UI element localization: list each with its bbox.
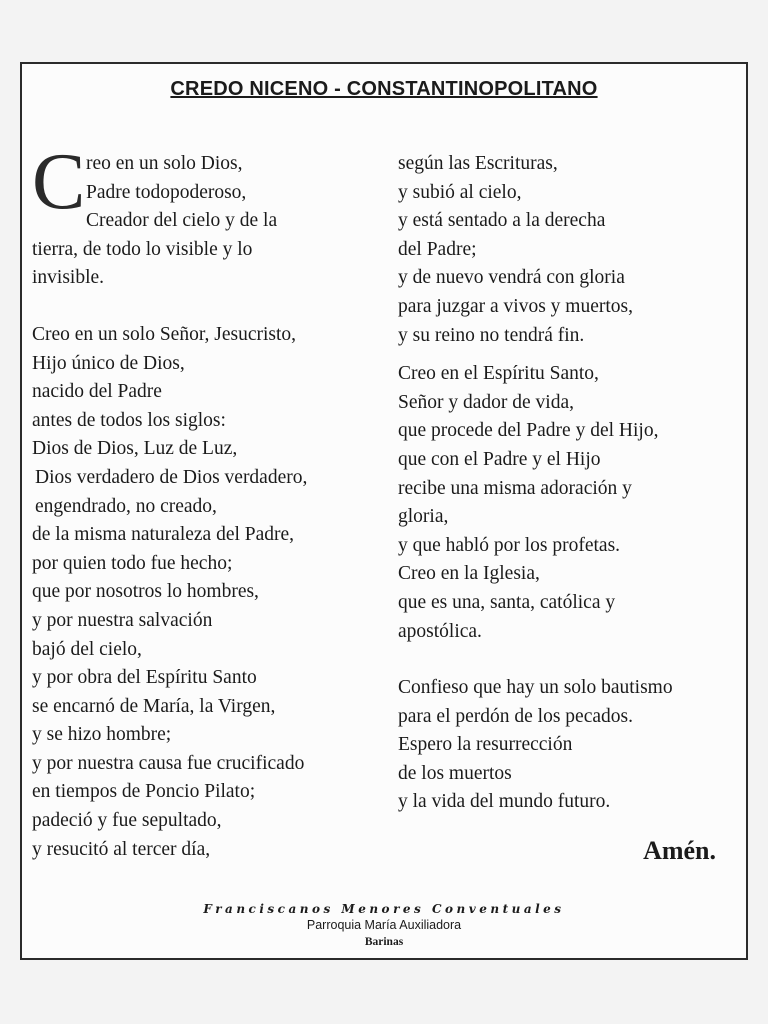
verse-line: padeció y fue sepultado, bbox=[32, 810, 222, 832]
footer bbox=[22, 902, 746, 948]
verse-line: C reo en un solo Dios, bbox=[32, 138, 243, 226]
verse-line: se encarnó de María, la Virgen, bbox=[32, 695, 276, 717]
verse-line: Señor y dador de vida, bbox=[398, 391, 574, 413]
verse-line: antes de todos los siglos: bbox=[32, 409, 226, 431]
verse-line: invisible. bbox=[32, 267, 105, 289]
verse-line: de la misma naturaleza del Padre, bbox=[32, 524, 295, 546]
verse-line: y por obra del Espíritu Santo bbox=[32, 667, 257, 689]
verse-line: y subió al cielo, bbox=[398, 181, 522, 203]
document-title: CREDO NICENO - CONSTANTINOPOLITANO bbox=[170, 78, 598, 100]
verse-line: que con el Padre y el Hijo bbox=[398, 448, 601, 470]
drop-cap-letter: C bbox=[32, 138, 86, 226]
document-page bbox=[20, 62, 748, 960]
verse-line: gloria, bbox=[398, 506, 449, 528]
stanza-jesucristo bbox=[32, 321, 392, 864]
verse-line: según las Escrituras, bbox=[398, 153, 558, 174]
verse-line: y resucitó al tercer día, bbox=[32, 838, 211, 860]
verse-line: de los muertos bbox=[398, 762, 512, 784]
verse-line: Padre todopoderoso, bbox=[86, 181, 247, 203]
stanza-creo-en-dios bbox=[32, 138, 392, 293]
verse-line: engendrado, no creado, bbox=[35, 495, 217, 517]
footer-parish-name: Parroquia María Auxiliadora bbox=[306, 918, 462, 932]
verse-line: Espero la resurrección bbox=[398, 734, 573, 756]
verse-line: apostólica. bbox=[398, 620, 482, 642]
stanza-resurreccion bbox=[398, 150, 738, 350]
verse-line: nacido del Padre bbox=[32, 381, 162, 403]
verse-line: Creo en el Espíritu Santo, bbox=[398, 363, 599, 385]
verse-line: para el perdón de los pecados. bbox=[398, 705, 633, 727]
verse-line: y la vida del mundo futuro. bbox=[398, 791, 611, 813]
verse-line: y que habló por los profetas. bbox=[398, 534, 621, 556]
stanza-bautismo bbox=[398, 674, 738, 817]
verse-line: en tiempos de Poncio Pilato; bbox=[32, 781, 256, 803]
verse-line: Creo en la Iglesia, bbox=[398, 563, 540, 585]
verse-line: y por nuestra salvación bbox=[32, 609, 213, 631]
left-column bbox=[32, 138, 392, 892]
verse-line: bajó del cielo, bbox=[32, 638, 142, 660]
verse-line: recibe una misma adoración y bbox=[398, 477, 632, 499]
closing-amen: Amén. bbox=[643, 836, 716, 865]
verse-line: y de nuevo vendrá con gloria bbox=[398, 267, 625, 289]
verse-line: Dios de Dios, Luz de Luz, bbox=[32, 438, 238, 460]
right-column bbox=[398, 150, 738, 845]
footer-order-name: Franciscanos Menores Conventuales bbox=[203, 902, 565, 916]
footer-city: Barinas bbox=[364, 936, 404, 948]
verse-line: Confieso que hay un solo bautismo bbox=[398, 677, 673, 699]
verse-line: Creador del cielo y de la bbox=[86, 210, 278, 232]
verse-line: tierra, de todo lo visible y lo bbox=[32, 238, 253, 260]
verse-line: Hijo único de Dios, bbox=[32, 352, 185, 374]
verse-line: y por nuestra causa fue crucificado bbox=[32, 752, 305, 774]
verse-line: que por nosotros lo hombres, bbox=[32, 581, 259, 603]
verse-line: y está sentado a la derecha bbox=[398, 210, 606, 232]
verse-line: del Padre; bbox=[398, 238, 477, 260]
stanza-espiritu-santo bbox=[398, 360, 738, 646]
verse-line: que es una, santa, católica y bbox=[398, 591, 616, 613]
verse-line: por quien todo fue hecho; bbox=[32, 552, 233, 574]
verse-line: y se hizo hombre; bbox=[32, 724, 172, 746]
verse-line: Creo en un solo Señor, Jesucristo, bbox=[32, 323, 297, 345]
verse-line: para juzgar a vivos y muertos, bbox=[398, 295, 634, 317]
verse-line: y su reino no tendrá fin. bbox=[398, 324, 585, 346]
verse-line: Dios verdadero de Dios verdadero, bbox=[35, 466, 308, 488]
verse-line: que procede del Padre y del Hijo, bbox=[398, 420, 659, 442]
